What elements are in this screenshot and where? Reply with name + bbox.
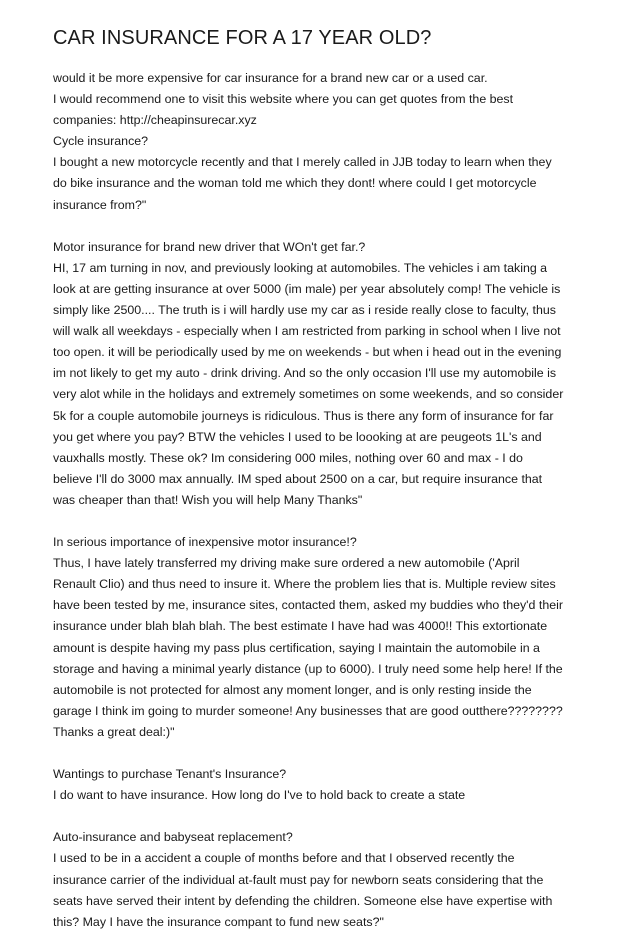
text-line: Motor insurance for brand new driver that WOn't get far.?	[53, 239, 366, 254]
text-line: simply like 2500.... The truth is i will hardly use my car as i reside really close to faculty, thus	[53, 303, 556, 318]
text-line: 5k for a couple automobile journeys is ridiculous. Thus is there any form of insurance for far	[53, 408, 554, 423]
text-line: HI, 17 am turning in nov, and previously looking at automobiles. The vehicles i am taking a	[53, 260, 548, 275]
text-line: was cheaper than that! Wish you will help Many Thanks"	[53, 492, 363, 507]
text-line: automobile is not protected for almost any moment longer, and is only resting inside the	[53, 682, 532, 697]
text-line: Auto-insurance and babyseat replacement?	[53, 830, 293, 845]
text-line: seats have served their intent by defending the children. Someone else have expertise with	[53, 893, 553, 908]
text-line: you get where you pay? BTW the vehicles I used to be loooking at are peugeots 1L's and	[53, 429, 542, 444]
text-line: I do want to have insurance. How long do I've to hold back to create a state	[53, 788, 466, 803]
text-line: I would recommend one to visit this website where you can get quotes from the best	[53, 92, 514, 107]
paragraph-gap	[53, 216, 593, 237]
text-line: im not likely to get my auto - drink driving. And so the only occasion I'll use my automobile is	[53, 366, 557, 381]
text-line: amount is despite having my pass plus certification, saying I maintain the automobile in a	[53, 640, 540, 655]
text-line: insurance from?"	[53, 197, 147, 212]
document-body	[53, 68, 593, 933]
text-line: Cycle insurance?	[53, 134, 149, 149]
document-page	[53, 25, 593, 933]
text-line: will walk all weekdays - especially when I am restricted from parking in school when I live not	[53, 324, 561, 339]
text-line: insurance carrier of the individual at-fault must pay for newborn seats considering that the	[53, 872, 544, 887]
paragraph-gap	[53, 743, 593, 764]
text-line: I bought a new motorcycle recently and that I merely called in JJB today to learn when they	[53, 155, 552, 170]
paragraph-gap	[53, 511, 593, 532]
text-line: have been tested by me, insurance sites, contacted them, asked my buddies who they'd their	[53, 598, 563, 613]
text-line: garage I think im going to murder someone! Any businesses that are good outthere????????	[53, 703, 563, 718]
text-line: insurance under blah blah blah. The best estimate I have had was 4000!! This extortionate	[53, 619, 548, 634]
page-title: CAR INSURANCE FOR A 17 YEAR OLD?	[53, 27, 432, 49]
text-line: I used to be in a accident a couple of months before and that I observed recently the	[53, 851, 515, 866]
text-line: do bike insurance and the woman told me which they dont! where could I get motorcycle	[53, 176, 537, 191]
text-line: vauxhalls mostly. These ok? Im considering 000 miles, nothing over 60 and max - I do	[53, 450, 523, 465]
text-line: In serious importance of inexpensive motor insurance!?	[53, 535, 357, 550]
text-line: Thus, I have lately transferred my driving make sure ordered a new automobile ('April	[53, 556, 520, 571]
text-line: look at are getting insurance at over 5000 (im male) per year absolutely comp! The vehicle is	[53, 281, 561, 296]
text-line: Thanks a great deal:)"	[53, 724, 175, 739]
text-line: believe I'll do 3000 max annually. IM sped about 2500 on a car, but require insurance that	[53, 471, 543, 486]
text-line: this? May I have the insurance compant to fund new seats?"	[53, 914, 384, 929]
text-line: companies: http://cheapinsurecar.xyz	[53, 113, 257, 128]
text-line: Wantings to purchase Tenant's Insurance?	[53, 767, 287, 782]
text-line: would it be more expensive for car insurance for a brand new car or a used car.	[53, 71, 488, 85]
text-line: too open. it will be periodically used by me on weekends - but when i head out in the evening	[53, 345, 562, 360]
text-line: Renault Clio) and thus need to insure it. Where the problem lies that is. Multiple review sites	[53, 577, 556, 592]
text-line: very alot while in the holidays and extremely sometimes on some weekends, and so consider	[53, 387, 564, 402]
text-line: storage and having a minimal yearly distance (up to 6000). I truly need some help here! If the	[53, 661, 563, 676]
paragraph-gap	[53, 806, 593, 827]
